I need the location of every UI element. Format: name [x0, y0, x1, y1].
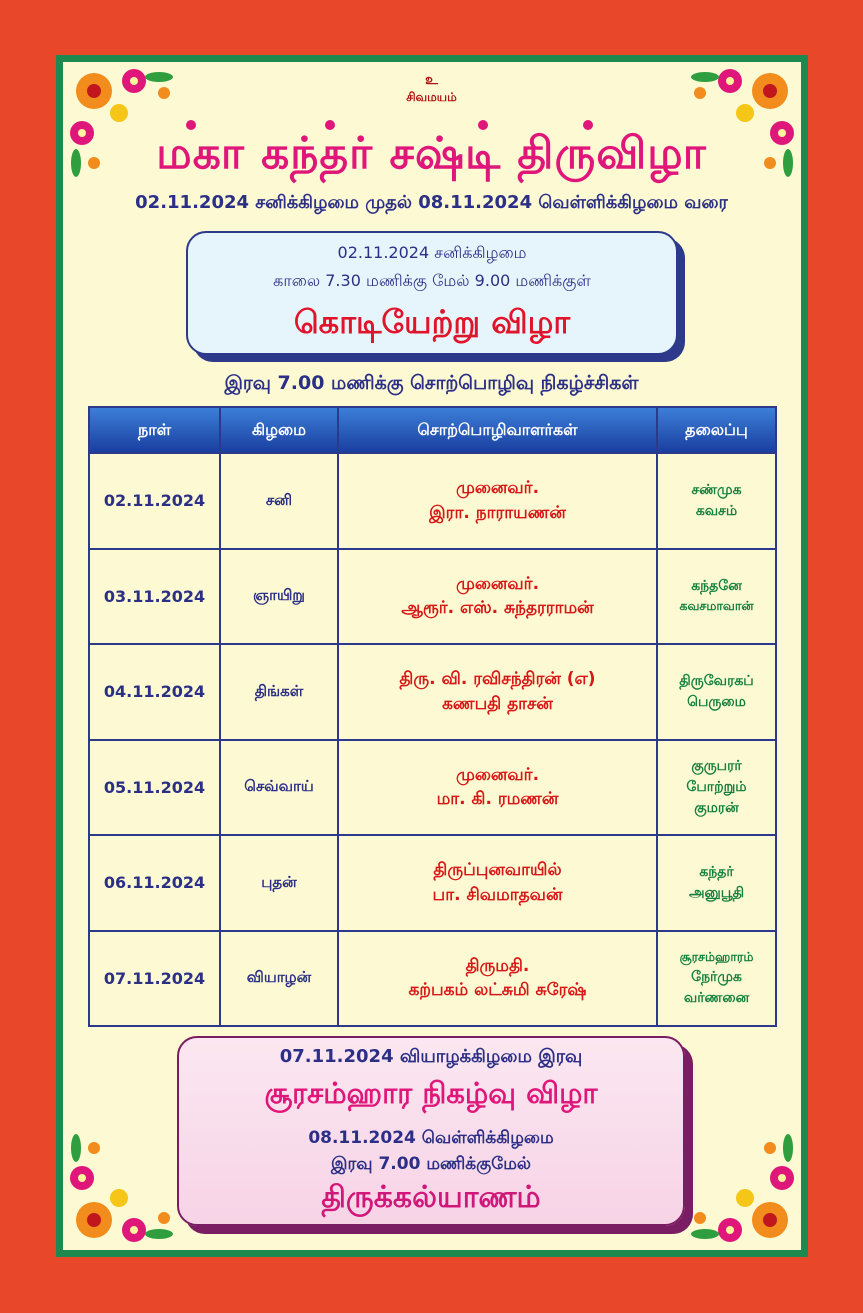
speaker-name: இரா. நாராயணன்	[429, 502, 566, 523]
topic-line: குமரன்	[694, 799, 739, 816]
table-row	[89, 931, 776, 1027]
row-day: சனி	[220, 453, 338, 549]
speaker-title: திருப்புனவாயில்	[433, 860, 562, 881]
speaker-title: திரு. வி. ரவிசந்திரன் (எ)	[399, 669, 596, 690]
topic-line: அனுபூதி	[688, 884, 745, 901]
thirukalyanam-title: திருக்கல்யாணம்	[321, 1180, 541, 1215]
row-topic	[657, 835, 776, 931]
finale-box	[177, 1036, 685, 1226]
row-date: 03.11.2024	[89, 549, 220, 645]
table-row	[89, 835, 776, 931]
topic-line: சண்முக	[691, 481, 742, 498]
row-speaker	[338, 549, 657, 645]
speaker-name: மா. கி. ரமணன்	[436, 789, 559, 810]
speaker-name: கற்பகம் லட்சுமி சுரேஷ்	[408, 980, 587, 1001]
row-day: ஞாயிறு	[220, 549, 338, 645]
row-topic	[657, 740, 776, 836]
row-topic	[657, 453, 776, 549]
topic-line: கந்தனே	[691, 578, 742, 595]
table-row	[89, 549, 776, 645]
row-speaker	[338, 740, 657, 836]
topic-line: சூரசம்ஹாரம்	[679, 948, 754, 964]
row-day: செவ்வாய்	[220, 740, 338, 836]
flower-corner-icon	[64, 1128, 184, 1248]
row-date: 05.11.2024	[89, 740, 220, 836]
row-speaker	[338, 644, 657, 740]
header-date: நாள்	[89, 407, 220, 453]
row-topic	[657, 931, 776, 1027]
header-speakers: சொற்பொழிவாளர்கள்	[338, 407, 657, 453]
topic-line: குருபரர்	[691, 757, 742, 774]
topic-line: கவசம்	[695, 502, 738, 519]
flag-hoisting-date: 02.11.2024 சனிக்கிழமை	[337, 243, 527, 262]
speaker-title: முனைவர்.	[455, 764, 540, 785]
topic-line: கந்தர்	[699, 863, 734, 880]
topic-line: பெருமை	[687, 693, 746, 710]
row-speaker	[338, 835, 657, 931]
topic-line: போற்றும்	[686, 778, 747, 795]
row-date: 04.11.2024	[89, 644, 220, 740]
speaker-title: திருமதி.	[465, 955, 530, 976]
row-day: புதன்	[220, 835, 338, 931]
flag-hoisting-box	[186, 231, 678, 355]
header-topic: தலைப்பு	[657, 407, 776, 453]
row-date: 02.11.2024	[89, 453, 220, 549]
topic-line: கவசமாவான்	[679, 598, 754, 614]
speaker-name: கணபதி தாசன்	[442, 693, 553, 714]
topic-line: வர்ணனை	[683, 989, 750, 1006]
thirukalyanam-date: 08.11.2024 வெள்ளிக்கிழமை	[308, 1128, 554, 1148]
speaker-name: ஆரூர். எஸ். சுந்தரராமன்	[401, 598, 594, 619]
soorasamharam-date: 07.11.2024 வியாழக்கிழமை இரவு	[279, 1046, 583, 1067]
festival-title: மகா கந்தர் சஷ்டி திருவிழா	[156, 128, 707, 179]
speech-heading: இரவு 7.00 மணிக்கு சொற்பொழிவு நிகழ்ச்சிகள்	[224, 372, 639, 394]
table-row	[89, 740, 776, 836]
row-speaker	[338, 453, 657, 549]
row-speaker	[338, 931, 657, 1027]
table-header-row	[89, 407, 776, 453]
row-date: 07.11.2024	[89, 931, 220, 1027]
sivamayam-text: சிவமயம்	[406, 90, 457, 104]
speaker-name: பா. சிவமாதவன்	[432, 884, 563, 905]
row-date: 06.11.2024	[89, 835, 220, 931]
schedule-table	[88, 406, 777, 1027]
flag-hoisting-time: காலை 7.30 மணிக்கு மேல் 9.00 மணிக்குள்	[273, 271, 591, 290]
table-row	[89, 453, 776, 549]
topic-line: திருவேரகப்	[679, 672, 754, 689]
flag-hoisting-title: கொடியேற்று விழா	[293, 303, 571, 341]
pillaiyar-suzhi-symbol: உ	[425, 72, 438, 88]
soorasamharam-title: சூரசம்ஹார நிகழ்வு விழா	[264, 1076, 598, 1110]
row-day: திங்கள்	[220, 644, 338, 740]
flower-corner-icon	[680, 1128, 800, 1248]
topic-line: நேர்முக	[691, 968, 742, 985]
header-day: கிழமை	[220, 407, 338, 453]
thirukalyanam-time: இரவு 7.00 மணிக்குமேல்	[330, 1154, 532, 1174]
row-topic	[657, 549, 776, 645]
festival-date-range: 02.11.2024 சனிக்கிழமை முதல் 08.11.2024 வெள்ளிக்கிழமை வரை	[135, 192, 728, 213]
speaker-title: முனைவர்.	[455, 478, 540, 499]
row-day: வியாழன்	[220, 931, 338, 1027]
speaker-title: முனைவர்.	[455, 573, 540, 594]
table-row	[89, 644, 776, 740]
row-topic	[657, 644, 776, 740]
